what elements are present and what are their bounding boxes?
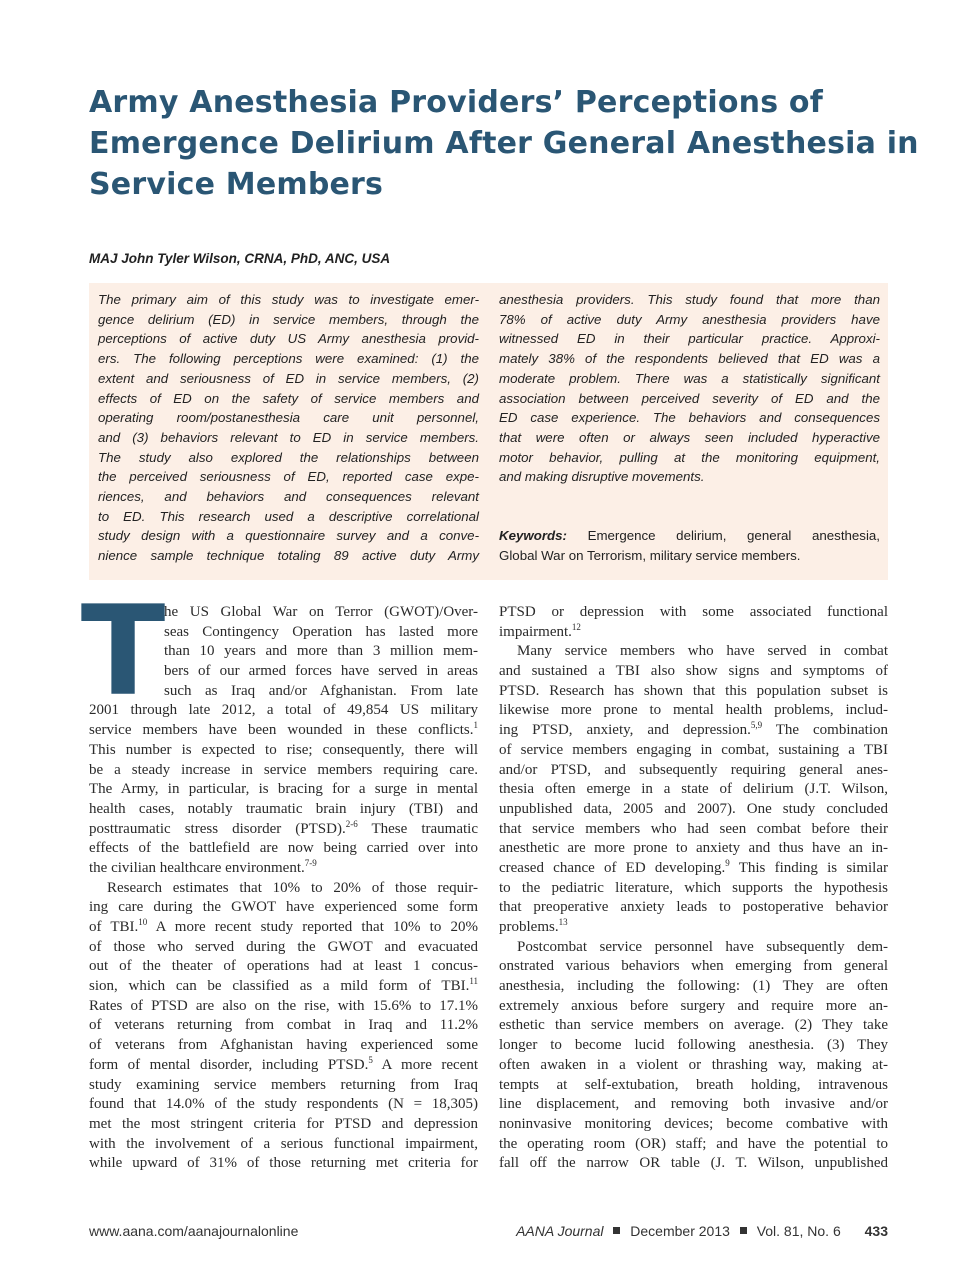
line-text: PTSD or depression with some associated functional bbox=[499, 604, 888, 620]
line-text: seas Contingency Operation has lasted more bbox=[164, 623, 478, 640]
line-text: thesia often emerge in a state of delirium (J.T. Wilson, bbox=[499, 781, 888, 798]
line-text: out of the theater of operations had at least 1 concus- bbox=[89, 958, 478, 975]
line-text: sion, which can be classified as a mild form of TBI. bbox=[89, 978, 470, 995]
abstract-line: ers. The following perceptions were examined: (1) the bbox=[98, 351, 479, 367]
body-text-line bbox=[499, 642, 888, 662]
line-text: health cases, notably traumatic brain injury (TBI) and bbox=[89, 800, 478, 817]
citation-superscript: 11 bbox=[469, 976, 478, 987]
body-text-line bbox=[89, 839, 478, 859]
line-text: of veterans returning from combat in Iraq and 11.2% bbox=[89, 1017, 478, 1034]
body-text-line bbox=[499, 1095, 888, 1115]
body-text-line bbox=[89, 997, 478, 1017]
body-text-line bbox=[89, 1036, 478, 1056]
body-text-line bbox=[89, 957, 478, 977]
body-text-line bbox=[499, 701, 888, 721]
line-text: likewise more prone to mental health problems, includ- bbox=[499, 702, 888, 719]
line-text: extremely anxious before surgery and require more an- bbox=[499, 997, 888, 1014]
line-text: anesthetic are more prone to anxiety and thus have an in- bbox=[499, 840, 888, 857]
body-left-column bbox=[89, 603, 478, 1174]
keywords-line: Global War on Terrorism, military service members. bbox=[499, 547, 801, 563]
line-text: A more recent study reported that 10% to 20% bbox=[147, 919, 478, 935]
line-text: esthetic than service members on average. (2) They take bbox=[499, 1017, 888, 1034]
body-right-column bbox=[499, 603, 888, 1174]
line-text: This number is expected to rise; consequently, there will bbox=[89, 741, 478, 758]
citation-superscript: 1 bbox=[473, 720, 478, 731]
body-text-line bbox=[89, 1016, 478, 1036]
abstract-right-column bbox=[499, 290, 880, 487]
body-text-line bbox=[89, 603, 478, 623]
line-text: ing PTSD, anxiety, and depression. bbox=[499, 722, 751, 739]
line-text: of veterans from Afghanistan having experienced some bbox=[89, 1037, 478, 1054]
abstract-line: extent and seriousness of ED in service members, (2) bbox=[98, 370, 479, 386]
abstract-line: gence delirium (ED) in service members, through the bbox=[98, 311, 479, 327]
abstract-line: perceptions of active duty US Army anesthesia provid- bbox=[98, 331, 479, 347]
body-text-line bbox=[89, 859, 478, 879]
body-text-line bbox=[89, 1154, 478, 1174]
body-text-line bbox=[499, 1115, 888, 1135]
body-text-line bbox=[499, 898, 888, 918]
body-text-line bbox=[499, 662, 888, 682]
line-text: often awaken in a violent or thrashing way, making at- bbox=[499, 1056, 888, 1073]
body-text-line bbox=[499, 957, 888, 977]
line-text: be a steady increase in service members requiring care. bbox=[89, 761, 478, 778]
body-text-line bbox=[89, 1135, 478, 1155]
line-text: line displacement, and removing both invasive and/or bbox=[499, 1096, 888, 1113]
body-text-line bbox=[499, 761, 888, 781]
body-text-line bbox=[89, 682, 478, 702]
body-text-line bbox=[499, 682, 888, 702]
citation-superscript: 2-6 bbox=[345, 818, 358, 829]
abstract-line: mately 38% of the respondents believed that ED was a bbox=[499, 351, 880, 367]
body-text-line bbox=[499, 977, 888, 997]
body-text-line bbox=[499, 997, 888, 1017]
title-line: Army Anesthesia Providers’ Perceptions of bbox=[89, 85, 823, 120]
line-text: Research estimates that 10% to 20% of those requir- bbox=[107, 879, 478, 896]
line-text: he US Global War on Terror (GWOT)/Over- bbox=[164, 604, 478, 620]
body-text-line bbox=[499, 859, 888, 879]
body-text-line bbox=[89, 820, 478, 840]
body-text-line bbox=[89, 623, 478, 643]
body-text-line bbox=[89, 780, 478, 800]
title-line: Emergence Delirium After General Anesthesia in bbox=[89, 126, 919, 161]
line-text: met the most stringent criteria for PTSD and depression bbox=[89, 1115, 478, 1132]
line-text: and/or PTSD, and subsequently requiring general anes- bbox=[499, 761, 888, 778]
citation-superscript: 10 bbox=[138, 917, 148, 927]
line-text: ing care during the GWOT have experienced some form bbox=[89, 899, 478, 916]
line-text: creased chance of ED developing. bbox=[499, 859, 726, 876]
footer-date: December 2013 bbox=[630, 1223, 730, 1239]
body-text-line bbox=[89, 800, 478, 820]
keywords-label: Keywords: bbox=[499, 528, 567, 543]
line-text: than 10 years and more than 3 million mem- bbox=[164, 643, 478, 660]
line-text: onstrated various behaviors when emerging from general bbox=[499, 958, 888, 975]
body-text-line bbox=[89, 898, 478, 918]
line-text: Rates of PTSD are also on the rise, with 15.6% to 17.1% bbox=[89, 997, 478, 1014]
abstract-line: operating room/postanesthesia care unit personnel, bbox=[98, 410, 479, 426]
keywords-text: Emergence delirium, general anesthesia, bbox=[566, 528, 880, 543]
abstract-line: and making disruptive movements. bbox=[499, 469, 705, 485]
abstract-line: the perceived seriousness of ED, reported case expe- bbox=[98, 469, 479, 485]
line-text: of those who served during the GWOT and evacuated bbox=[89, 938, 478, 955]
body-text-line bbox=[499, 879, 888, 899]
body-text-line bbox=[89, 662, 478, 682]
line-text: noninvasive monitoring devices; become combative with bbox=[499, 1115, 888, 1132]
line-text: form of mental disorder, including PTSD. bbox=[89, 1056, 369, 1073]
body-text-line bbox=[499, 741, 888, 761]
line-text: with the involvement of a serious functional impairment, bbox=[89, 1135, 478, 1152]
body-text-line bbox=[89, 701, 478, 721]
abstract-line: to ED. This research used a descriptive correlational bbox=[98, 508, 479, 524]
citation-superscript: 5,9 bbox=[750, 720, 763, 731]
footer-url: www.aana.com/aanajournalonline bbox=[89, 1223, 299, 1239]
body-text-line bbox=[499, 603, 888, 623]
abstract-line: riences, and behaviors and consequences relevant bbox=[98, 489, 479, 505]
abstract-line: motor behavior, pulling at the monitoring equipment, bbox=[499, 449, 880, 465]
page-number: 433 bbox=[864, 1223, 888, 1239]
line-text: Postcombat service personnel have subsequently dem- bbox=[517, 938, 888, 955]
line-text: found that 14.0% of the study respondents (N = 18,305) bbox=[89, 1096, 478, 1113]
line-text: These traumatic bbox=[357, 820, 478, 837]
line-text: that service members who had seen combat before their bbox=[499, 820, 888, 837]
line-text: Many service members who have served in combat bbox=[517, 643, 888, 660]
citation-superscript: 12 bbox=[571, 621, 581, 632]
body-text-line bbox=[499, 839, 888, 859]
keywords bbox=[499, 526, 880, 565]
body-text-line bbox=[499, 1154, 888, 1174]
citation-superscript: 9 bbox=[725, 857, 730, 868]
abstract-line: association between perceived severity of ED and the bbox=[499, 390, 880, 406]
body-text-line bbox=[499, 938, 888, 958]
line-text: while upward of 31% of those returning met criteria for bbox=[89, 1155, 478, 1172]
line-text: the operating room (OR) staff; and have the potential to bbox=[499, 1135, 888, 1152]
body-text-line bbox=[89, 1095, 478, 1115]
abstract-line: The study also explored the relationships between bbox=[98, 449, 479, 465]
line-text: problems. bbox=[499, 919, 559, 935]
abstract-line: 78% of active duty Army anesthesia providers have bbox=[499, 311, 880, 327]
line-text: bers of our armed forces have served in areas bbox=[164, 663, 478, 680]
line-text: tempts at self-extubation, breath holding, intravenous bbox=[499, 1076, 888, 1093]
body-text-line bbox=[499, 780, 888, 800]
abstract-line: ED case experience. The behaviors and consequences bbox=[499, 410, 880, 426]
abstract-line: study design with a questionnaire survey and a conve- bbox=[98, 528, 479, 544]
line-text: study examining service members returning from Iraq bbox=[89, 1076, 478, 1093]
body-text-line bbox=[89, 938, 478, 958]
body-text-line bbox=[499, 1135, 888, 1155]
author-byline: MAJ John Tyler Wilson, CRNA, PhD, ANC, USA bbox=[89, 251, 391, 266]
body-text-line bbox=[499, 820, 888, 840]
keywords-line bbox=[499, 526, 880, 546]
body-text-line bbox=[499, 623, 888, 643]
body-text-line bbox=[499, 1036, 888, 1056]
body-text-line bbox=[89, 741, 478, 761]
line-text: anesthesia, including the following: (1) They are often bbox=[499, 978, 888, 995]
body-text-line bbox=[89, 1056, 478, 1076]
drop-cap-letter: T bbox=[80, 580, 166, 724]
abstract-line: anesthesia providers. This study found that more than bbox=[499, 292, 880, 307]
line-text: of TBI. bbox=[89, 919, 139, 935]
line-text: This finding is similar bbox=[729, 859, 888, 876]
line-text: A more recent bbox=[372, 1056, 478, 1073]
footer-volume: Vol. 81, No. 6 bbox=[756, 1223, 841, 1239]
line-text: effects of the battlefield are now being carried over into bbox=[89, 840, 478, 857]
separator-square-icon bbox=[613, 1227, 620, 1234]
line-text: unpublished data, 2005 and 2007). One study concluded bbox=[499, 800, 888, 817]
separator-square-icon bbox=[740, 1227, 747, 1234]
line-text: such as Iraq and/or Afghanistan. From late bbox=[164, 682, 478, 699]
abstract-line: nience sample technique totaling 89 active duty Army bbox=[98, 548, 479, 564]
body-text-line bbox=[89, 1076, 478, 1096]
body-text-line bbox=[499, 1056, 888, 1076]
body-text-line bbox=[89, 642, 478, 662]
abstract-left-column bbox=[98, 290, 479, 566]
line-text: The combination bbox=[762, 722, 888, 739]
body-text-line bbox=[89, 1115, 478, 1135]
abstract-line: witnessed ED in their particular practice. Approxi- bbox=[499, 331, 880, 347]
citation-superscript: 7-9 bbox=[304, 857, 317, 868]
body-text-line bbox=[89, 879, 478, 899]
line-text: impairment. bbox=[499, 623, 572, 640]
body-text-line bbox=[89, 977, 478, 997]
article-title bbox=[89, 82, 919, 205]
line-text: the civilian healthcare environment. bbox=[89, 859, 305, 876]
body-text-line bbox=[89, 918, 478, 938]
body-text-line bbox=[499, 1076, 888, 1096]
title-line: Service Members bbox=[89, 167, 384, 202]
abstract-line: effects of ED on the safety of service members and bbox=[98, 390, 479, 406]
abstract-line: moderate problem. There was a statistically significant bbox=[499, 370, 880, 386]
body-text-line bbox=[89, 721, 478, 741]
citation-superscript: 5 bbox=[368, 1054, 373, 1065]
abstract-line: and (3) behaviors relevant to ED in service members. bbox=[98, 429, 479, 445]
line-text: of service members engaging in combat, sustaining a TBI bbox=[499, 741, 888, 758]
line-text: The Army, in particular, is bracing for a surge in mental bbox=[89, 781, 478, 798]
line-text: fall off the narrow OR table (J. T. Wilson, unpublished bbox=[499, 1155, 888, 1172]
body-text-line bbox=[499, 721, 888, 741]
footer-citation bbox=[516, 1223, 888, 1239]
line-text: PTSD. Research has shown that this population subset is bbox=[499, 682, 888, 699]
abstract-line: The primary aim of this study was to investigate emer- bbox=[98, 292, 479, 307]
footer-journal: AANA Journal bbox=[516, 1223, 604, 1239]
line-text: service members have been wounded in these conflicts. bbox=[89, 722, 474, 739]
body-text-line bbox=[499, 1016, 888, 1036]
abstract-line: that were often or always seen included hyperactive bbox=[499, 429, 880, 445]
line-text: that preoperative anxiety leads to postoperative behavior bbox=[499, 899, 888, 916]
line-text: to the pediatric literature, which supports the hypothesis bbox=[499, 879, 888, 896]
body-text-line bbox=[499, 800, 888, 820]
citation-superscript: 13 bbox=[558, 917, 568, 927]
line-text: 2001 through late 2012, a total of 49,854 US military bbox=[89, 702, 478, 719]
line-text: and sustained a TBI also show signs and symptoms of bbox=[499, 663, 888, 680]
body-text-line bbox=[499, 918, 888, 938]
body-text-line bbox=[89, 761, 478, 781]
line-text: posttraumatic stress disorder (PTSD). bbox=[89, 820, 346, 837]
line-text: longer to become lucid following anesthesia. (3) They bbox=[499, 1037, 888, 1054]
abstract-box bbox=[89, 283, 888, 580]
